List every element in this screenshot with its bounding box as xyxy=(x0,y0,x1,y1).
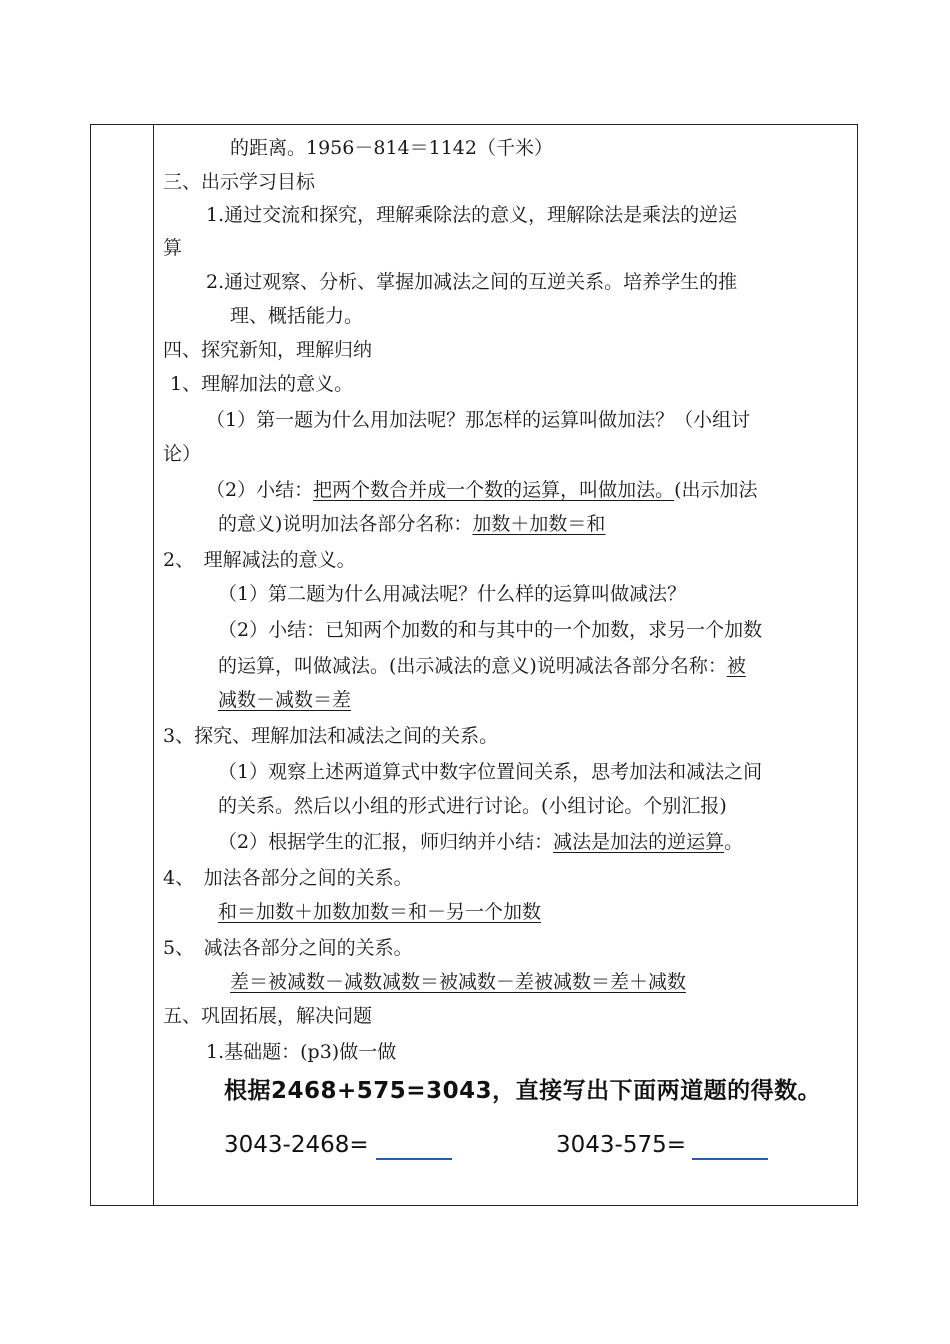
answer-blank-2[interactable] xyxy=(692,1158,768,1160)
addition-relations xyxy=(218,898,541,926)
section-heading-4: 四、探究新知，理解归纳 xyxy=(163,339,373,361)
subheading-addition-parts: 4、 加法各部分之间的关系。 xyxy=(163,867,413,889)
objective-2: 2.通过观察、分析、掌握加减法之间的互逆关系。培养学生的推 xyxy=(206,271,738,293)
subheading-subtraction: 2、 理解减法的意义。 xyxy=(163,549,356,571)
objective-2-cont: 理、概括能力。 xyxy=(230,305,364,327)
observe-instruction-cont: 的关系。然后以小组的形式进行讨论。(小组讨论。个别汇报) xyxy=(218,795,727,817)
summary-subtraction: （2）小结：已知两个加数的和与其中的一个加数，求另一个加数 xyxy=(218,619,763,641)
subheading-relationship: 3、探究、理解加法和减法之间的关系。 xyxy=(163,725,499,747)
addition-relations-formula: 和＝加数＋加数加数＝和－另一个加数 xyxy=(218,901,542,923)
observe-instruction: （1）观察上述两道算式中数字位置间关系，思考加法和减法之间 xyxy=(218,761,763,783)
exercise-question-2: 3043-575= xyxy=(556,1132,687,1158)
objective-1: 1.通过交流和探究，理解乘除法的意义，理解除法是乘法的逆运 xyxy=(206,204,738,226)
addition-definition: 把两个数合并成一个数的运算，叫做加法。 xyxy=(313,479,675,501)
show-meaning-note: (出示加法 xyxy=(674,479,758,501)
exercise-question-1: 3043-2468= xyxy=(224,1132,369,1158)
text-line-distance: 的距离。1956－814＝1142（千米） xyxy=(230,137,553,159)
subtraction-parts xyxy=(218,652,746,680)
exercise-image xyxy=(220,1062,822,1180)
inverse-operation: 减法是加法的逆运算 xyxy=(553,831,725,853)
subheading-subtraction-parts: 5、 减法各部分之间的关系。 xyxy=(163,937,413,959)
subtraction-relations-formula: 差＝被减数－减数减数＝被减数－差被减数＝差＋减数 xyxy=(230,971,687,993)
basic-exercise-label: 1.基础题：(p3)做一做 xyxy=(206,1041,397,1063)
teacher-summary-label: （2）根据学生的汇报，师归纳并小结： xyxy=(218,831,554,853)
objective-1-cont: 算 xyxy=(163,237,183,259)
addition-parts-label: 的意义)说明加法各部分名称： xyxy=(218,513,473,535)
question-addition-cont: 论） xyxy=(163,443,202,465)
section-heading-5: 五、巩固拓展，解决问题 xyxy=(163,1005,373,1027)
subtraction-relations xyxy=(230,968,686,996)
question-addition: （1）第一题为什么用加法呢？那怎样的运算叫做加法？（小组讨 xyxy=(206,409,751,431)
exercise-prompt: 根据2468+575=3043，直接写出下面两道题的得数。 xyxy=(224,1078,822,1104)
column-divider xyxy=(153,125,154,1205)
answer-blank-1[interactable] xyxy=(376,1158,452,1160)
subtraction-formula xyxy=(218,686,351,714)
summary-label: （2）小结： xyxy=(206,479,314,501)
addition-parts xyxy=(218,510,605,538)
subheading-addition: 1、理解加法的意义。 xyxy=(170,373,354,395)
subtraction-formula-start: 被 xyxy=(726,655,746,677)
teacher-summary xyxy=(218,828,743,856)
period: 。 xyxy=(724,831,744,853)
subtraction-parts-label: 的运算，叫做减法。(出示减法的意义)说明减法各部分名称： xyxy=(218,655,727,677)
section-heading-3: 三、出示学习目标 xyxy=(163,171,316,193)
summary-addition xyxy=(206,476,758,504)
subtraction-formula-end: 减数－减数＝差 xyxy=(218,689,352,711)
question-subtraction: （1）第二题为什么用减法呢？什么样的运算叫做减法？ xyxy=(218,583,687,605)
addition-formula: 加数＋加数＝和 xyxy=(472,513,606,535)
